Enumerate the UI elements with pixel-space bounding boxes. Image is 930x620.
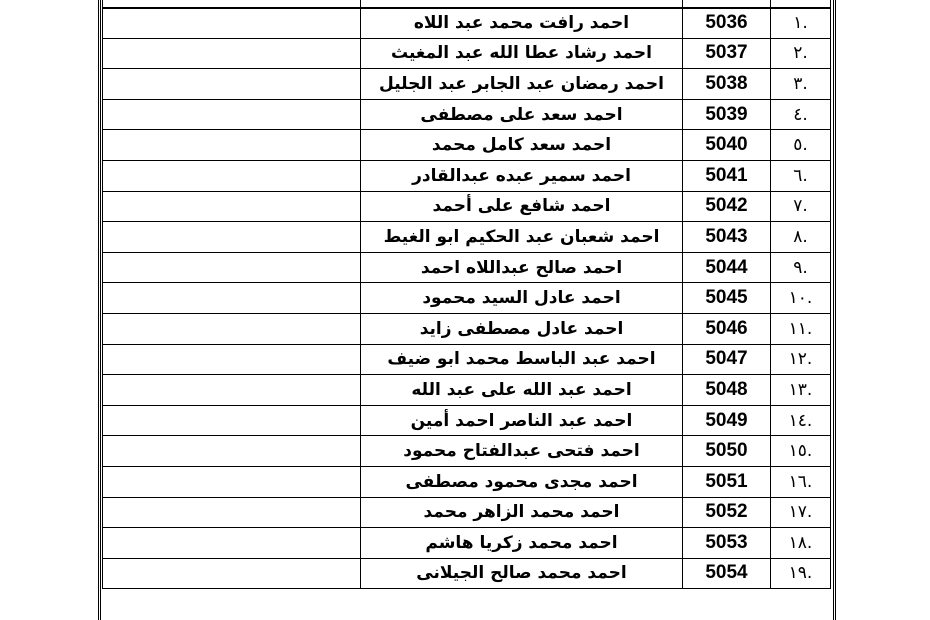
row-number: .١٨ bbox=[771, 528, 831, 559]
row-number: .٧ bbox=[771, 191, 831, 222]
table-row bbox=[103, 69, 831, 100]
blank-cell bbox=[103, 160, 361, 191]
blank-cell bbox=[103, 466, 361, 497]
student-name: احمد سعد كامل محمد bbox=[361, 130, 683, 161]
row-number: .١٩ bbox=[771, 558, 831, 589]
blank-cell bbox=[103, 252, 361, 283]
student-code: 5047 bbox=[683, 344, 771, 375]
header-cell-name bbox=[361, 0, 683, 8]
table-row bbox=[103, 38, 831, 69]
row-number: .٥ bbox=[771, 130, 831, 161]
blank-cell bbox=[103, 497, 361, 528]
blank-cell bbox=[103, 283, 361, 314]
student-code: 5051 bbox=[683, 466, 771, 497]
table-row bbox=[103, 344, 831, 375]
table-row bbox=[103, 497, 831, 528]
student-code: 5046 bbox=[683, 313, 771, 344]
student-name: احمد فتحى عبدالفتاح محمود bbox=[361, 436, 683, 467]
blank-cell bbox=[103, 344, 361, 375]
roster-body bbox=[103, 0, 831, 589]
table-row bbox=[103, 558, 831, 589]
student-name: احمد صالح عبداللاه احمد bbox=[361, 252, 683, 283]
student-code: 5052 bbox=[683, 497, 771, 528]
row-number: .٨ bbox=[771, 222, 831, 253]
row-number: .٩ bbox=[771, 252, 831, 283]
row-number: .١١ bbox=[771, 313, 831, 344]
blank-cell bbox=[103, 69, 361, 100]
student-name: احمد رشاد عطا الله عبد المغيث bbox=[361, 38, 683, 69]
table-row bbox=[103, 375, 831, 406]
student-name: احمد عادل مصطفى زايد bbox=[361, 313, 683, 344]
student-code: 5048 bbox=[683, 375, 771, 406]
header-cell-code bbox=[683, 0, 771, 8]
row-number: .١٧ bbox=[771, 497, 831, 528]
student-name: احمد رافت محمد عبد اللاه bbox=[361, 8, 683, 39]
row-number: .١٢ bbox=[771, 344, 831, 375]
table-row bbox=[103, 252, 831, 283]
table-row bbox=[103, 405, 831, 436]
blank-cell bbox=[103, 405, 361, 436]
blank-cell bbox=[103, 99, 361, 130]
student-code: 5054 bbox=[683, 558, 771, 589]
header-cell-blank bbox=[103, 0, 361, 8]
student-name: احمد محمد زكريا هاشم bbox=[361, 528, 683, 559]
student-code: 5053 bbox=[683, 528, 771, 559]
blank-cell bbox=[103, 313, 361, 344]
table-row bbox=[103, 8, 831, 39]
blank-cell bbox=[103, 38, 361, 69]
row-number: .١٣ bbox=[771, 375, 831, 406]
table-row bbox=[103, 436, 831, 467]
blank-cell bbox=[103, 436, 361, 467]
blank-cell bbox=[103, 191, 361, 222]
student-code: 5041 bbox=[683, 160, 771, 191]
student-code: 5038 bbox=[683, 69, 771, 100]
student-code: 5044 bbox=[683, 252, 771, 283]
row-number: .١٦ bbox=[771, 466, 831, 497]
student-name: احمد محمد الزاهر محمد bbox=[361, 497, 683, 528]
row-number: .٤ bbox=[771, 99, 831, 130]
row-number: .١٤ bbox=[771, 405, 831, 436]
student-name: احمد سمير عبده عبدالقادر bbox=[361, 160, 683, 191]
blank-cell bbox=[103, 528, 361, 559]
student-name: احمد مجدى محمود مصطفى bbox=[361, 466, 683, 497]
blank-cell bbox=[103, 558, 361, 589]
student-code: 5040 bbox=[683, 130, 771, 161]
student-name: احمد عادل السيد محمود bbox=[361, 283, 683, 314]
table-row bbox=[103, 313, 831, 344]
student-name: احمد عبد الناصر احمد أمين bbox=[361, 405, 683, 436]
student-name: احمد محمد صالح الجيلانى bbox=[361, 558, 683, 589]
student-code: 5037 bbox=[683, 38, 771, 69]
student-code: 5050 bbox=[683, 436, 771, 467]
row-number: .١٥ bbox=[771, 436, 831, 467]
row-number: .١ bbox=[771, 8, 831, 39]
header-cell-number bbox=[771, 0, 831, 8]
blank-cell bbox=[103, 375, 361, 406]
table-row bbox=[103, 191, 831, 222]
student-name: احمد سعد على مصطفى bbox=[361, 99, 683, 130]
blank-cell bbox=[103, 8, 361, 39]
student-code: 5045 bbox=[683, 283, 771, 314]
student-name: احمد شعبان عبد الحكيم ابو الغيط bbox=[361, 222, 683, 253]
blank-cell bbox=[103, 222, 361, 253]
table-row bbox=[103, 466, 831, 497]
student-roster-table bbox=[102, 0, 831, 589]
student-name: احمد عبد الباسط محمد ابو ضيف bbox=[361, 344, 683, 375]
row-number: .٣ bbox=[771, 69, 831, 100]
table-row bbox=[103, 528, 831, 559]
table-row bbox=[103, 130, 831, 161]
student-name: احمد رمضان عبد الجابر عبد الجليل bbox=[361, 69, 683, 100]
student-code: 5042 bbox=[683, 191, 771, 222]
row-number: .٢ bbox=[771, 38, 831, 69]
table-header-row bbox=[103, 0, 831, 8]
student-name: احمد عبد الله على عبد الله bbox=[361, 375, 683, 406]
row-number: .٦ bbox=[771, 160, 831, 191]
student-code: 5043 bbox=[683, 222, 771, 253]
table-row bbox=[103, 160, 831, 191]
student-name: احمد شافع على أحمد bbox=[361, 191, 683, 222]
student-code: 5049 bbox=[683, 405, 771, 436]
student-code: 5036 bbox=[683, 8, 771, 39]
table-row bbox=[103, 283, 831, 314]
table-row bbox=[103, 222, 831, 253]
student-code: 5039 bbox=[683, 99, 771, 130]
row-number: .١٠ bbox=[771, 283, 831, 314]
blank-cell bbox=[103, 130, 361, 161]
table-row bbox=[103, 99, 831, 130]
